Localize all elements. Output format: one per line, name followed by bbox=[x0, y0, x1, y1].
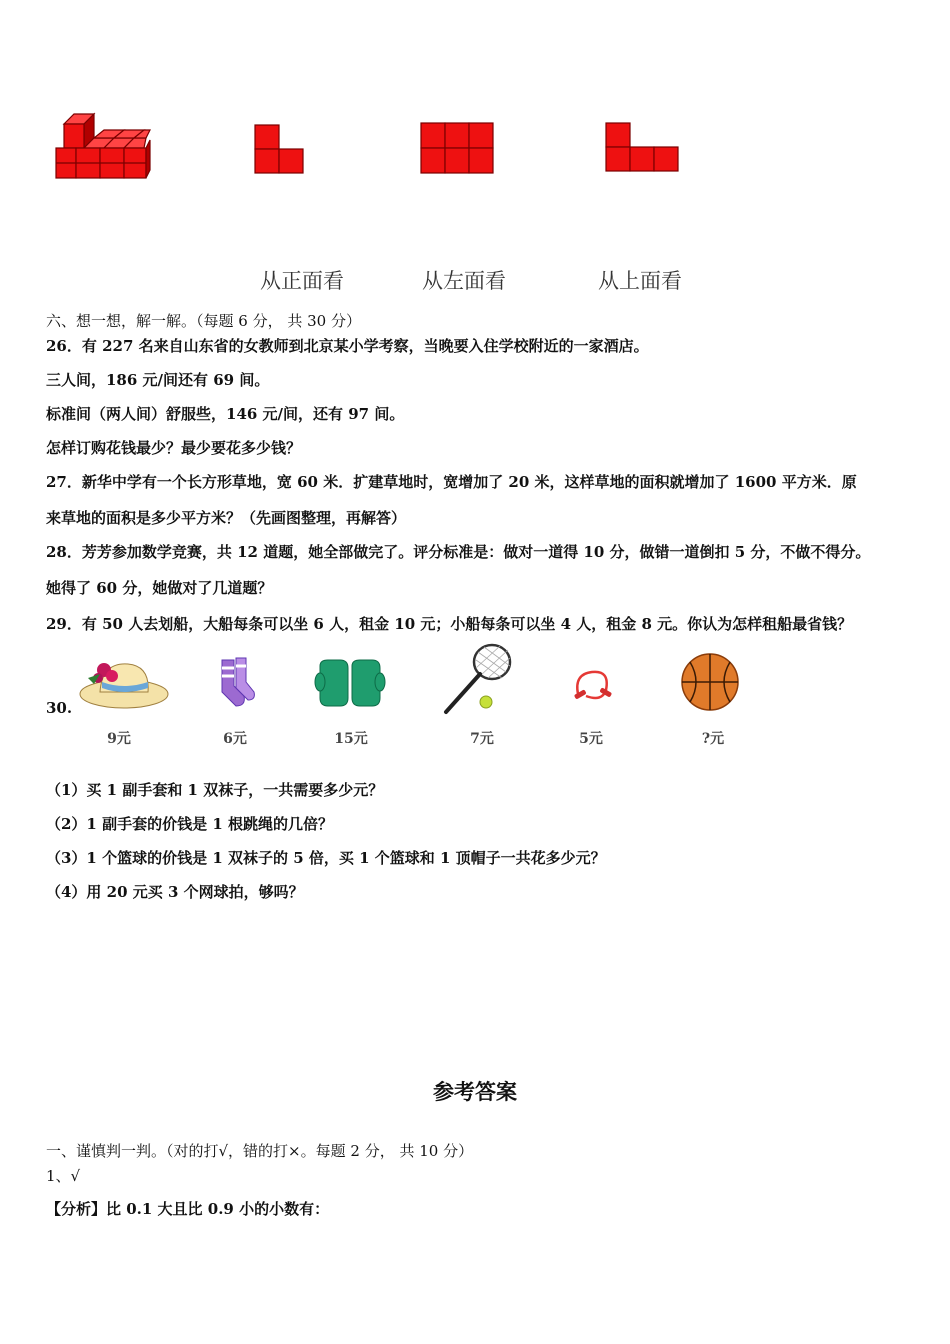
gloves-icon bbox=[314, 658, 386, 710]
answers-title: 参考答案 bbox=[433, 1079, 517, 1104]
q30-number: 30. bbox=[46, 699, 73, 717]
hat-icon bbox=[76, 654, 172, 712]
answer-1: 1、√ bbox=[46, 1167, 81, 1185]
socks-icon bbox=[212, 656, 260, 712]
price-socks: 6元 bbox=[223, 731, 247, 747]
caption-left-view: 从左面看 bbox=[422, 269, 506, 293]
answers-section-1-heading: 一、谨慎判一判。（对的打√，错的打×。每题 2 分， 共 10 分） bbox=[46, 1142, 474, 1160]
q28-line1: 28．芳芳参加数学竞赛，共 12 道题，她全部做完了。评分标准是：做对一道得 10 分，做错一道倒扣 5 分，不做不得分。 bbox=[46, 543, 871, 561]
answer-1-analysis: 【分析】比 0.1 大且比 0.9 小的小数有： bbox=[46, 1200, 330, 1218]
section-6-heading: 六、想一想，解一解。（每题 6 分， 共 30 分） bbox=[46, 312, 361, 330]
q26-line4: 怎样订购花钱最少？最少要花多少钱？ bbox=[46, 439, 302, 457]
caption-top-view: 从上面看 bbox=[598, 269, 682, 293]
q27-line2: 来草地的面积是多少平方米？（先画图整理，再解答） bbox=[46, 509, 407, 527]
q29-text: 29．有 50 人去划船，大船每条可以坐 6 人，租金 10 元；小船每条可以坐 4 人，租金 8 元。你认为怎样租船最省钱？ bbox=[46, 615, 853, 633]
q30-sub4: （4）用 20 元买 3 个网球拍，够吗？ bbox=[46, 883, 304, 901]
price-gloves: 15元 bbox=[334, 731, 368, 747]
jump-rope-icon bbox=[572, 664, 616, 706]
top-view-shape bbox=[605, 122, 681, 172]
isometric-cube-stack bbox=[50, 108, 154, 184]
q26-line3: 标准间（两人间）舒服些，146 元/间，还有 97 间。 bbox=[46, 405, 405, 423]
q27-line1: 27．新华中学有一个长方形草地，宽 60 米．扩建草地时，宽增加了 20 米，这样草地的面积就增加了 1600 平方米．原 bbox=[46, 473, 857, 491]
price-jump-rope: 5元 bbox=[579, 731, 603, 747]
price-basketball: ?元 bbox=[701, 731, 725, 747]
price-hat: 9元 bbox=[107, 731, 131, 747]
tennis-racket-icon bbox=[440, 642, 516, 716]
q30-sub3: （3）1 个篮球的价钱是 1 双袜子的 5 倍，买 1 个篮球和 1 顶帽子一共花多少元？ bbox=[46, 849, 606, 867]
caption-front-view: 从正面看 bbox=[260, 269, 344, 293]
front-view-shape bbox=[254, 124, 306, 174]
q26-line1: 26．有 227 名来自山东省的女教师到北京某小学考察，当晚要入住学校附近的一家酒店。 bbox=[46, 337, 649, 355]
basketball-icon bbox=[680, 652, 740, 712]
left-view-shape bbox=[420, 122, 494, 174]
price-tennis-racket: 7元 bbox=[470, 731, 494, 747]
q30-sub2: （2）1 副手套的价钱是 1 根跳绳的几倍？ bbox=[46, 815, 333, 833]
q26-line2: 三人间，186 元/间还有 69 间。 bbox=[46, 371, 270, 389]
q28-line2: 她得了 60 分，她做对了几道题？ bbox=[46, 579, 273, 597]
q30-sub1: （1）买 1 副手套和 1 双袜子，一共需要多少元？ bbox=[46, 781, 384, 799]
